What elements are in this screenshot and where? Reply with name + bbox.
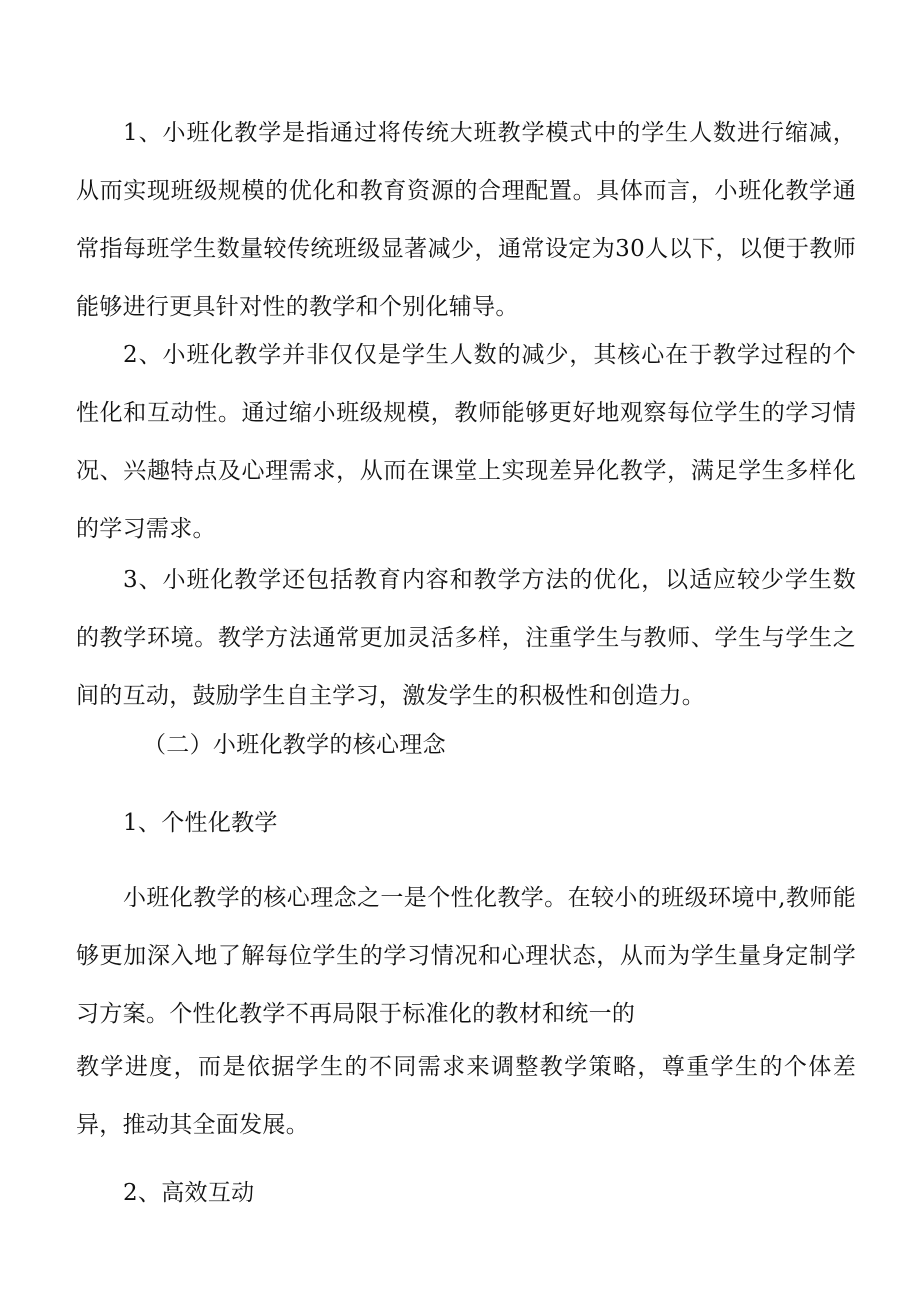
item-1-paragraph-part-2: 教学进度，而是依据学生的不同需求来调整教学策略，尊重学生的个体差异，推动其全面发展。 bbox=[76, 1054, 856, 1138]
item-1-paragraph-part-1: 小班化教学的核心理念之一是个性化教学。在较小的班级环境中,教师能够更加深入地了解每位学生的学习情况和心理状态，从而为学生量身定制学习方案。个性化教学不再局限于标准化的教材和统一的 bbox=[76, 885, 856, 1027]
paragraph-2: 2、小班化教学并非仅仅是学生人数的减少，其核心在于教学过程的个性化和互动性。通过缩小班级规模，教师能够更好地观察每位学生的学习情况、兴趣特点及心理需求，从而在课堂上实现差异化教学，满足学生多样化的学习需求。 bbox=[76, 342, 856, 542]
paragraph-3: 3、小班化教学还包括教育内容和教学方法的优化，以适应较少学生数的教学环境。教学方法通常更加灵活多样，注重学生与教师、学生与学生之间的互动，鼓励学生自主学习，激发学生的积极性和创造力。 bbox=[76, 567, 856, 709]
paragraph-1: 1、小班化教学是指通过将传统大班教学模式中的学生人数进行缩减，从而实现班级规模的优化和教育资源的合理配置。具体而言，小班化教学通常指每班学生数量较传统班级显著减少，通常设定为30人以下，以便于教师能够进行更具针对性的教学和个别化辅导。 bbox=[76, 120, 856, 320]
item-1-heading: 1、个性化教学 bbox=[123, 810, 278, 836]
section-heading: （二）小班化教学的核心理念 bbox=[143, 732, 446, 758]
item-2-heading: 2、高效互动 bbox=[123, 1180, 255, 1206]
